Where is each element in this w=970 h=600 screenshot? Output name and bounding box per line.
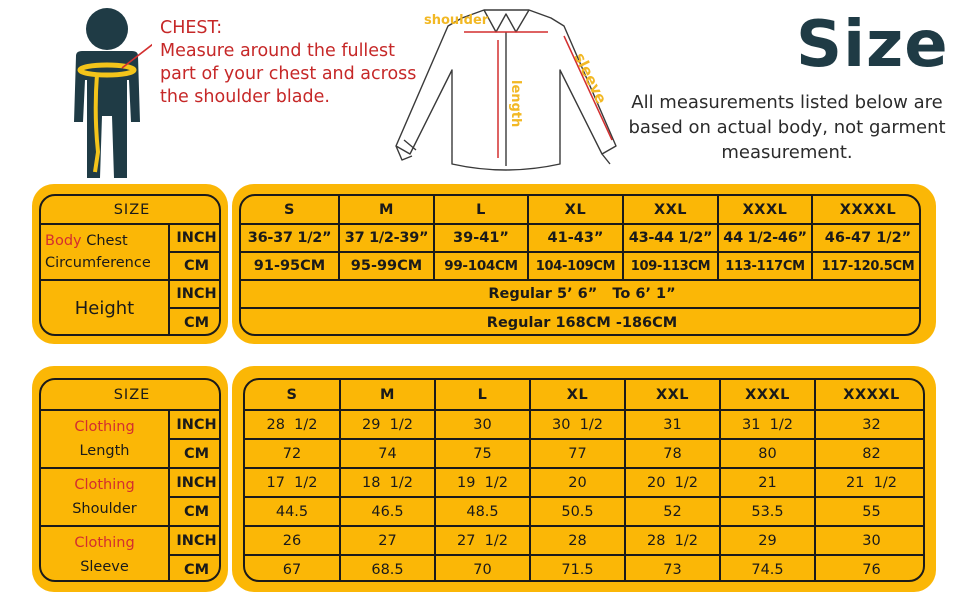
shoulder-cm-cell: 46.5	[340, 497, 435, 526]
clothing-sleeve-label-red: Clothing	[74, 535, 135, 551]
garment-size-header: SIZE	[41, 380, 221, 410]
length-cm-cell: 72	[245, 439, 340, 468]
shirt-diagram-illustration	[384, 4, 629, 176]
sleeve-inch-cell: 28	[530, 526, 625, 555]
size-header-m: M	[340, 380, 435, 410]
sleeve-inch-cell: 30	[815, 526, 925, 555]
body-size-header: SIZE	[41, 196, 221, 224]
length-cm-cell: 80	[720, 439, 815, 468]
shoulder-label: shoulder	[424, 13, 489, 28]
garment-size-label-table	[39, 378, 221, 582]
shoulder-cm-cell: 53.5	[720, 497, 815, 526]
body-figure-illustration	[62, 4, 152, 182]
sleeve-inch-cell: 27 1/2	[435, 526, 530, 555]
shoulder-cm-cell: 48.5	[435, 497, 530, 526]
clothing-length-label-text: Length	[79, 443, 130, 459]
sleeve-cm-cell: 70	[435, 555, 530, 582]
chest-inch-cell: 44 1/2-46”	[718, 224, 812, 252]
unit-inch: INCH	[169, 526, 221, 555]
body-chest-label-line2: Circumference	[45, 255, 151, 271]
shoulder-cm-cell: 55	[815, 497, 925, 526]
garment-size-values-table	[243, 378, 925, 582]
sleeve-inch-cell: 26	[245, 526, 340, 555]
shoulder-cm-cell: 52	[625, 497, 720, 526]
unit-inch: INCH	[169, 468, 221, 497]
size-header-xxl: XXL	[625, 380, 720, 410]
length-inch-cell: 31 1/2	[720, 410, 815, 439]
body-size-values-table	[239, 194, 921, 336]
length-inch-cell: 32	[815, 410, 925, 439]
length-cm-cell: 82	[815, 439, 925, 468]
size-header-xxxxl: XXXXL	[815, 380, 925, 410]
size-header-xxl: XXL	[623, 196, 718, 224]
clothing-shoulder-label-red: Clothing	[74, 477, 135, 493]
body-chest-label	[41, 224, 169, 280]
height-inch-cell: Regular 5’ 6” To 6’ 1”	[241, 280, 921, 308]
size-header-xxxl: XXXL	[720, 380, 815, 410]
page-title: Size	[796, 8, 949, 82]
sleeve-inch-cell: 28 1/2	[625, 526, 720, 555]
unit-inch: INCH	[169, 280, 221, 308]
chest-cm-cell: 117-120.5CM	[812, 252, 921, 280]
body-size-label-table	[39, 194, 221, 336]
chest-cm-cell: 113-117CM	[718, 252, 812, 280]
body-height-label: Height	[41, 280, 169, 336]
shoulder-inch-cell: 20 1/2	[625, 468, 720, 497]
shoulder-inch-cell: 18 1/2	[340, 468, 435, 497]
unit-inch: INCH	[169, 410, 221, 439]
chest-inch-cell: 41-43”	[528, 224, 623, 252]
sleeve-cm-cell: 71.5	[530, 555, 625, 582]
sleeve-cm-cell: 76	[815, 555, 925, 582]
unit-inch: INCH	[169, 224, 221, 252]
chest-inch-cell: 46-47 1/2”	[812, 224, 921, 252]
unit-cm: CM	[169, 497, 221, 526]
sleeve-inch-cell: 29	[720, 526, 815, 555]
length-cm-cell: 74	[340, 439, 435, 468]
chest-cm-cell: 95-99CM	[339, 252, 434, 280]
shoulder-inch-cell: 19 1/2	[435, 468, 530, 497]
length-inch-cell: 30	[435, 410, 530, 439]
size-header-xxxl: XXXL	[718, 196, 812, 224]
chest-cm-cell: 91-95CM	[241, 252, 339, 280]
sleeve-cm-cell: 67	[245, 555, 340, 582]
length-cm-cell: 75	[435, 439, 530, 468]
length-inch-cell: 31	[625, 410, 720, 439]
sleeve-label: sleeve	[570, 49, 611, 107]
chest-inch-cell: 37 1/2-39”	[339, 224, 434, 252]
length-cm-cell: 77	[530, 439, 625, 468]
chest-inch-cell: 39-41”	[434, 224, 528, 252]
clothing-sleeve-label-text: Sleeve	[80, 559, 129, 575]
body-chest-label-red: Body	[45, 233, 82, 249]
chest-label: CHEST:	[160, 18, 223, 38]
body-chest-label-rest: Chest	[81, 233, 128, 249]
clothing-length-label	[41, 410, 169, 468]
shoulder-cm-cell: 44.5	[245, 497, 340, 526]
shoulder-cm-cell: 50.5	[530, 497, 625, 526]
sleeve-cm-cell: 74.5	[720, 555, 815, 582]
size-header-xl: XL	[528, 196, 623, 224]
chest-description: Measure around the fullest part of your chest and across the shoulder blade.	[160, 41, 417, 107]
chest-cm-cell: 99-104CM	[434, 252, 528, 280]
length-inch-cell: 30 1/2	[530, 410, 625, 439]
shoulder-inch-cell: 21 1/2	[815, 468, 925, 497]
chest-cm-cell: 104-109CM	[528, 252, 623, 280]
unit-cm: CM	[169, 308, 221, 336]
clothing-shoulder-label-text: Shoulder	[72, 501, 137, 517]
size-header-l: L	[435, 380, 530, 410]
size-header-l: L	[434, 196, 528, 224]
chest-inch-cell: 36-37 1/2”	[241, 224, 339, 252]
sleeve-inch-cell: 27	[340, 526, 435, 555]
unit-cm: CM	[169, 439, 221, 468]
shoulder-inch-cell: 17 1/2	[245, 468, 340, 497]
length-label: length	[508, 80, 523, 128]
unit-cm: CM	[169, 252, 221, 280]
size-header-s: S	[245, 380, 340, 410]
length-cm-cell: 78	[625, 439, 720, 468]
sleeve-cm-cell: 73	[625, 555, 720, 582]
measurement-note: All measurements listed below are based on actual body, not garment measurement.	[628, 92, 946, 163]
shoulder-inch-cell: 20	[530, 468, 625, 497]
shoulder-inch-cell: 21	[720, 468, 815, 497]
clothing-shoulder-label	[41, 468, 169, 526]
clothing-length-label-red: Clothing	[74, 419, 135, 435]
length-inch-cell: 28 1/2	[245, 410, 340, 439]
length-inch-cell: 29 1/2	[340, 410, 435, 439]
size-header-xxxxl: XXXXL	[812, 196, 921, 224]
unit-cm: CM	[169, 555, 221, 582]
chest-cm-cell: 109-113CM	[623, 252, 718, 280]
size-header-xl: XL	[530, 380, 625, 410]
sleeve-cm-cell: 68.5	[340, 555, 435, 582]
height-cm-cell: Regular 168CM -186CM	[241, 308, 921, 336]
clothing-sleeve-label	[41, 526, 169, 582]
chest-inch-cell: 43-44 1/2”	[623, 224, 718, 252]
size-header-s: S	[241, 196, 339, 224]
size-header-m: M	[339, 196, 434, 224]
